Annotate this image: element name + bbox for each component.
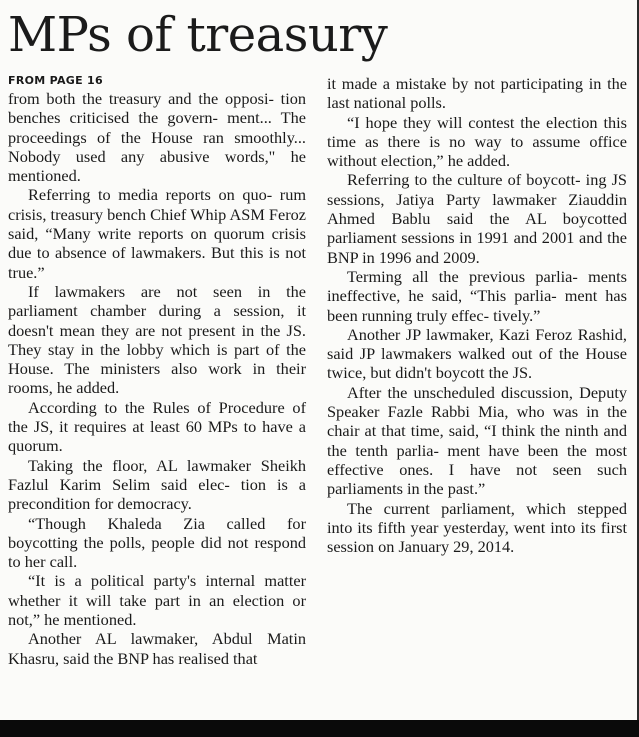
paragraph: “Though Khaleda Zia called for boycotting the polls, people did not respond to her call. [8,513,306,572]
paragraph: from both the treasury and the opposi- tion benches criticised the govern- ment... The proceedings of the House ran smoothly... Nobody used any abusive words," he mentioned. [8,89,306,186]
paragraph: Terming all the previous parlia- ments ineffective, he said, “This parlia- ment has been running truly effec- tively.” [327,266,627,325]
paragraph: it made a mistake by not participating in the last national polls. [327,74,627,113]
paragraph: Referring to the culture of boycott- ing JS sessions, Jatiya Party lawmaker Ziauddin Ahmed Bablu said the AL boycotted parliament sessions in 1991 and 2001 and the BNP in 1996 and 2009. [327,170,627,267]
paragraph: Taking the floor, AL lawmaker Sheikh Fazlul Karim Selim said elec- tion is a precondition for democracy. [8,455,306,514]
continued-from-label: FROM PAGE 16 [8,74,103,87]
article-column-1 [8,72,306,668]
paragraph: According to the Rules of Procedure of the JS, it requires at least 60 MPs to have a quorum. [8,397,306,456]
paragraph: The current parliament, which stepped into its fifth year yesterday, went into its first session on January 29, 2014. [327,498,627,557]
article-column-2 [327,74,627,556]
bottom-border [0,720,639,737]
paragraph: If lawmakers are not seen in the parliament chamber during a session, it doesn't mean they are not present in the JS. They stay in the lobby which is part of the House. The ministers also work in their rooms, he added. [8,281,306,398]
paragraph: Another AL lawmaker, Abdul Matin Khasru, said the BNP has realised that [8,629,306,668]
paragraph: After the unscheduled discussion, Deputy Speaker Fazle Rabbi Mia, who was in the chair at that time, said, “I think the ninth and the tenth parlia- ment have been the most effective ones. I have not seen such parliaments in the past.” [327,382,627,499]
paragraph: “I hope they will contest the election this time as there is no way to assume office without election,” he added. [327,112,627,171]
paragraph: “It is a political party's internal matter whether it will take part in an election or not,” he mentioned. [8,571,306,630]
paragraph: Referring to media reports on quo- rum crisis, treasury bench Chief Whip ASM Feroz said, “Many write reports on quorum crisis due to absence of lawmakers. But this is not true.” [8,185,306,282]
headline: MPs of treasury [8,7,388,63]
paragraph: Another JP lawmaker, Kazi Feroz Rashid, said JP lawmakers walked out of the House twice, but didn't boycott the JS. [327,324,627,383]
